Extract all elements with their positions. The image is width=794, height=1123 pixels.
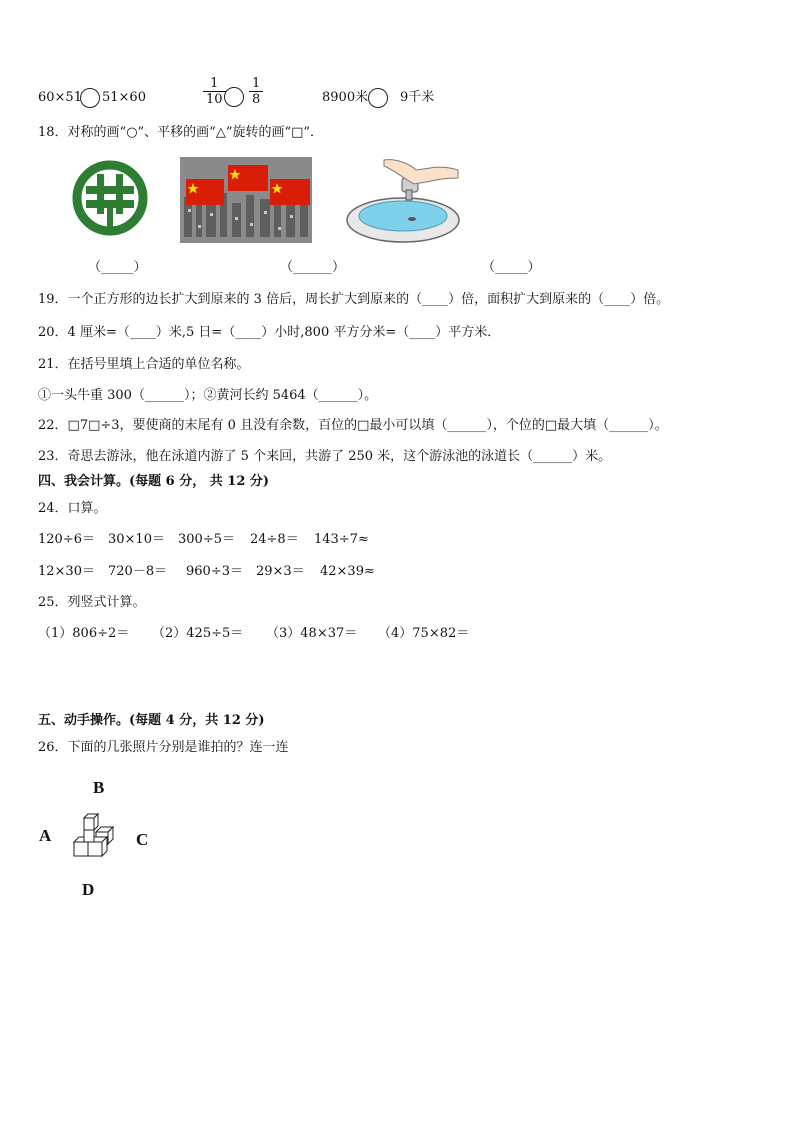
label-a: A	[39, 826, 52, 845]
question-21: 21．在括号里填上合适的单位名称。	[38, 357, 250, 372]
label-d: D	[82, 880, 95, 899]
mental-math-item: 12×30＝	[38, 564, 95, 579]
vertical-calc-item: （3）48×37＝	[266, 626, 358, 641]
mental-math-item: 120÷6＝	[38, 532, 95, 547]
question-21-sub: ①一头牛重 300（______）；②黄河长约 5464（______）。	[38, 388, 378, 403]
vertical-calc-row	[38, 626, 498, 644]
vertical-calc-item: （1）806÷2＝	[38, 626, 130, 641]
compare-right-a: 51×60	[102, 90, 146, 105]
compare-left-c: 8900米	[322, 90, 369, 105]
mental-math-item: 300÷5＝	[178, 532, 235, 547]
mental-math-row-1	[38, 532, 438, 550]
label-b: B	[93, 778, 105, 797]
mental-math-item: 143÷7≈	[314, 532, 369, 547]
mental-math-row-2	[38, 564, 438, 582]
label-c: C	[136, 830, 149, 849]
faucet-basin-image	[344, 156, 462, 246]
question-18: 18．对称的画“○”、平移的画“△”旋转的画“□”．	[38, 125, 324, 140]
question-20: 20．4 厘米=（____）米,5 日=（____）小时,800 平方分米=（____）平方米．	[38, 325, 501, 340]
vertical-calc-item: （4）75×82＝	[378, 626, 470, 641]
compare-circle-1[interactable]	[80, 88, 100, 108]
bank-logo-image	[62, 160, 158, 236]
question-26: 26．下面的几张照片分别是谁拍的？连一连	[38, 740, 289, 755]
compare-circle-2[interactable]	[224, 87, 244, 107]
answer-paren-3[interactable]: （_____）	[482, 260, 541, 275]
fraction-2: 1 8	[249, 76, 263, 107]
compare-right-c: 9千米	[400, 90, 435, 105]
compare-row-c	[322, 85, 452, 111]
compare-circle-3[interactable]	[368, 88, 388, 108]
compare-left-a: 60×51	[38, 90, 82, 105]
mental-math-item: 720－8＝	[108, 564, 168, 579]
question-23: 23．奇思去游泳，他在泳道内游了 5 个来回，共游了 250 米，这个游泳池的泳道长（______）米。	[38, 449, 612, 464]
cube-stack-image	[70, 812, 122, 866]
mental-math-item: 30×10＝	[108, 532, 165, 547]
fraction-1: 1 10	[203, 76, 226, 107]
section-4-heading: 四、我会计算。(每题 6 分， 共 12 分)	[38, 474, 270, 489]
mental-math-item: 42×39≈	[320, 564, 375, 579]
question-19: 19．一个正方形的边长扩大到原来的 3 倍后，周长扩大到原来的（____）倍，面积扩大到原来的（____）倍。	[38, 292, 670, 307]
fraction-compare	[203, 76, 278, 116]
question-25: 25．列竖式计算。	[38, 595, 146, 610]
vertical-calc-item: （2）425÷5＝	[152, 626, 244, 641]
flags-photo-image	[180, 157, 312, 243]
mental-math-item: 29×3＝	[256, 564, 305, 579]
question-24: 24．口算。	[38, 501, 107, 516]
mental-math-item: 24÷8＝	[250, 532, 299, 547]
answer-paren-1[interactable]: （_____）	[88, 260, 147, 275]
question-22: 22．□7□÷3，要使商的末尾有 0 且没有余数，百位的□最小可以填（______），个位的□最大填（______）。	[38, 418, 668, 433]
mental-math-item: 960÷3＝	[186, 564, 243, 579]
answer-paren-2[interactable]: （______）	[280, 260, 346, 275]
section-5-heading: 五、动手操作。(每题 4 分，共 12 分)	[38, 713, 265, 728]
